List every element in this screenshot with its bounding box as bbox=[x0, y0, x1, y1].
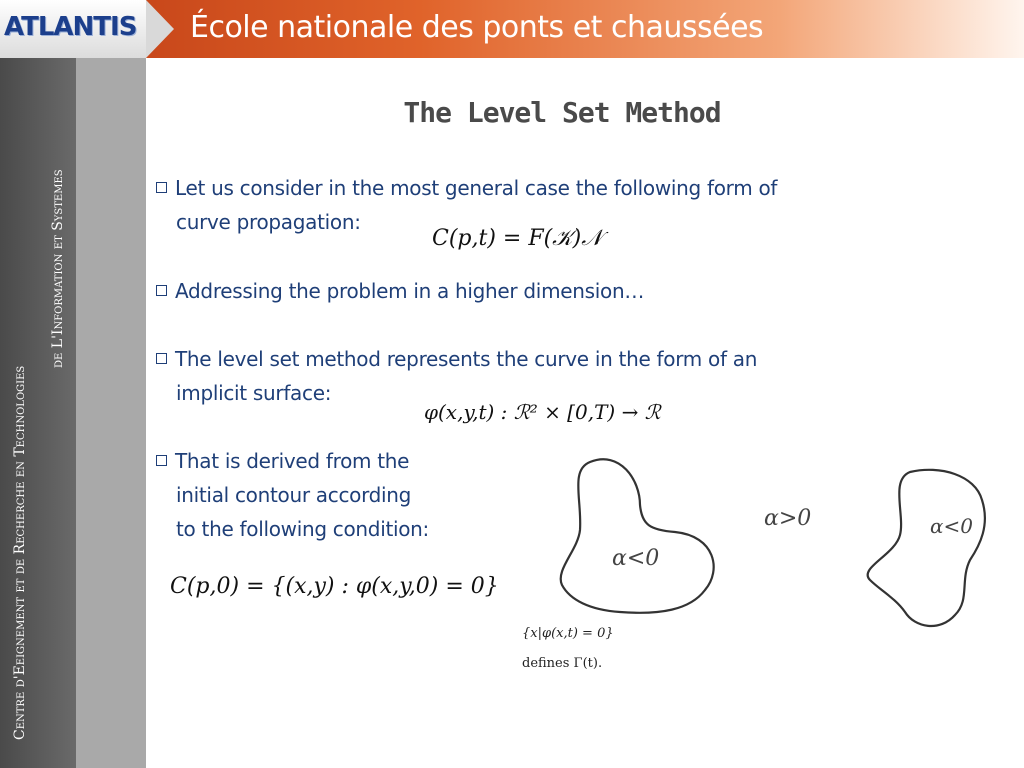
bullet-checkbox-icon bbox=[156, 182, 167, 193]
logo-area bbox=[0, 0, 146, 58]
bullet-2 bbox=[156, 274, 956, 308]
sketch-label-inside-left: α<0 bbox=[612, 546, 660, 571]
bullet-4 bbox=[156, 444, 516, 546]
header-arrow-decoration bbox=[146, 0, 174, 58]
bullet-checkbox-icon bbox=[156, 353, 167, 364]
bullet-2-line1: Addressing the problem in a higher dimension… bbox=[175, 279, 645, 303]
slide-title: The Level Set Method bbox=[403, 96, 721, 129]
bullet-checkbox-icon bbox=[156, 455, 167, 466]
bullet-1-line2: curve propagation: bbox=[176, 210, 361, 234]
institution-title: École nationale des ponts et chaussées bbox=[190, 10, 764, 45]
equation-surface: φ(x,y,t) : ℛ² × [0,T) → ℛ bbox=[424, 400, 661, 424]
level-set-sketch bbox=[500, 440, 1020, 680]
equation-propagation: C(p,t) = F(𝒦)𝒩 bbox=[432, 226, 603, 251]
sketch-caption-line1: {x|φ(x,t) = 0} bbox=[522, 626, 614, 641]
sidebar-text-line2: de L'Information et Systemes bbox=[50, 169, 66, 368]
bullet-4-line3: to the following condition: bbox=[176, 517, 429, 541]
sketch-caption-line2: defines Γ(t). bbox=[522, 656, 603, 671]
sidebar-text-line1: Centre d'Eeignement et de Recherche en Technologies bbox=[12, 365, 28, 740]
left-contour-curve bbox=[561, 459, 714, 613]
equation-initial: C(p,0) = {(x,y) : φ(x,y,0) = 0} bbox=[170, 574, 499, 599]
atlantis-logo: ATLANTIS bbox=[4, 12, 137, 42]
bullet-3-line1: The level set method represents the curve in the form of an bbox=[175, 347, 758, 371]
bullet-4-line2: initial contour according bbox=[176, 483, 412, 507]
bullet-4-line1: That is derived from the bbox=[175, 449, 410, 473]
sidebar-light-panel bbox=[76, 58, 146, 768]
header-banner bbox=[0, 0, 1024, 58]
bullet-3-line2: implicit surface: bbox=[176, 381, 332, 405]
bullet-1-line1: Let us consider in the most general case the following form of bbox=[175, 176, 778, 200]
sketch-label-inside-right: α<0 bbox=[930, 514, 973, 538]
bullet-checkbox-icon bbox=[156, 285, 167, 296]
right-contour-curve bbox=[868, 470, 985, 626]
sketch-label-outside: α>0 bbox=[764, 506, 812, 531]
